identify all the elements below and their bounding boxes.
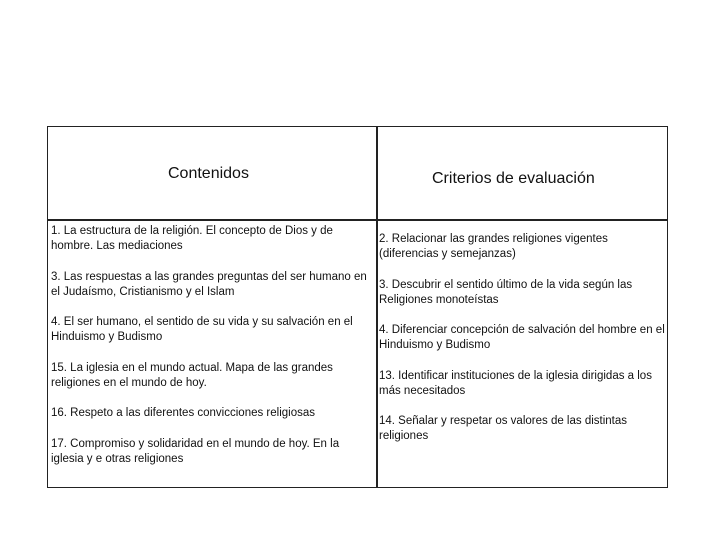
contenido-item: 1. La estructura de la religión. El concepto de Dios y de hombre. Las mediaciones [51,225,333,252]
criterio-item: 3. Descubrir el sentido último de la vida según las Religiones monoteístas [379,278,633,306]
criterio-item: 2. Relacionar las grandes religiones vigentes (diferencias y semejanzas) [379,233,608,260]
header-row-divider [48,219,667,221]
evaluation-table [47,126,668,488]
header-criterios: Criterios de evaluación [432,170,595,187]
criterio-item: 13. Identificar instituciones de la iglesia dirigidas a los más necesitados [379,369,652,397]
contenido-item: 16. Respeto a las diferentes convicciones religiosas [51,407,316,419]
contenido-item: 17. Compromiso y solidaridad en el mundo de hoy. En la iglesia y e otras religiones [51,437,340,465]
criterio-item: 4. Diferenciar concepción de salvación del hombre en el Hinduismo y Budismo [379,324,665,351]
contenido-item: 3. Las respuestas a las grandes preguntas del ser humano en el Judaísmo, Cristianismo y el Islam [51,270,367,298]
contenido-item: 15. La iglesia en el mundo actual. Mapa de las grandes religiones en el mundo de hoy. [51,361,333,389]
criterios-cell [379,232,667,444]
contenidos-cell [51,224,373,467]
contenido-item: 4. El ser humano, el sentido de su vida y su salvación en el Hinduismo y Budismo [51,316,353,343]
header-contenidos: Contenidos [168,165,249,182]
criterio-item: 14. Señalar y respetar os valores de las distintas religiones [379,415,628,442]
column-divider [376,127,378,487]
